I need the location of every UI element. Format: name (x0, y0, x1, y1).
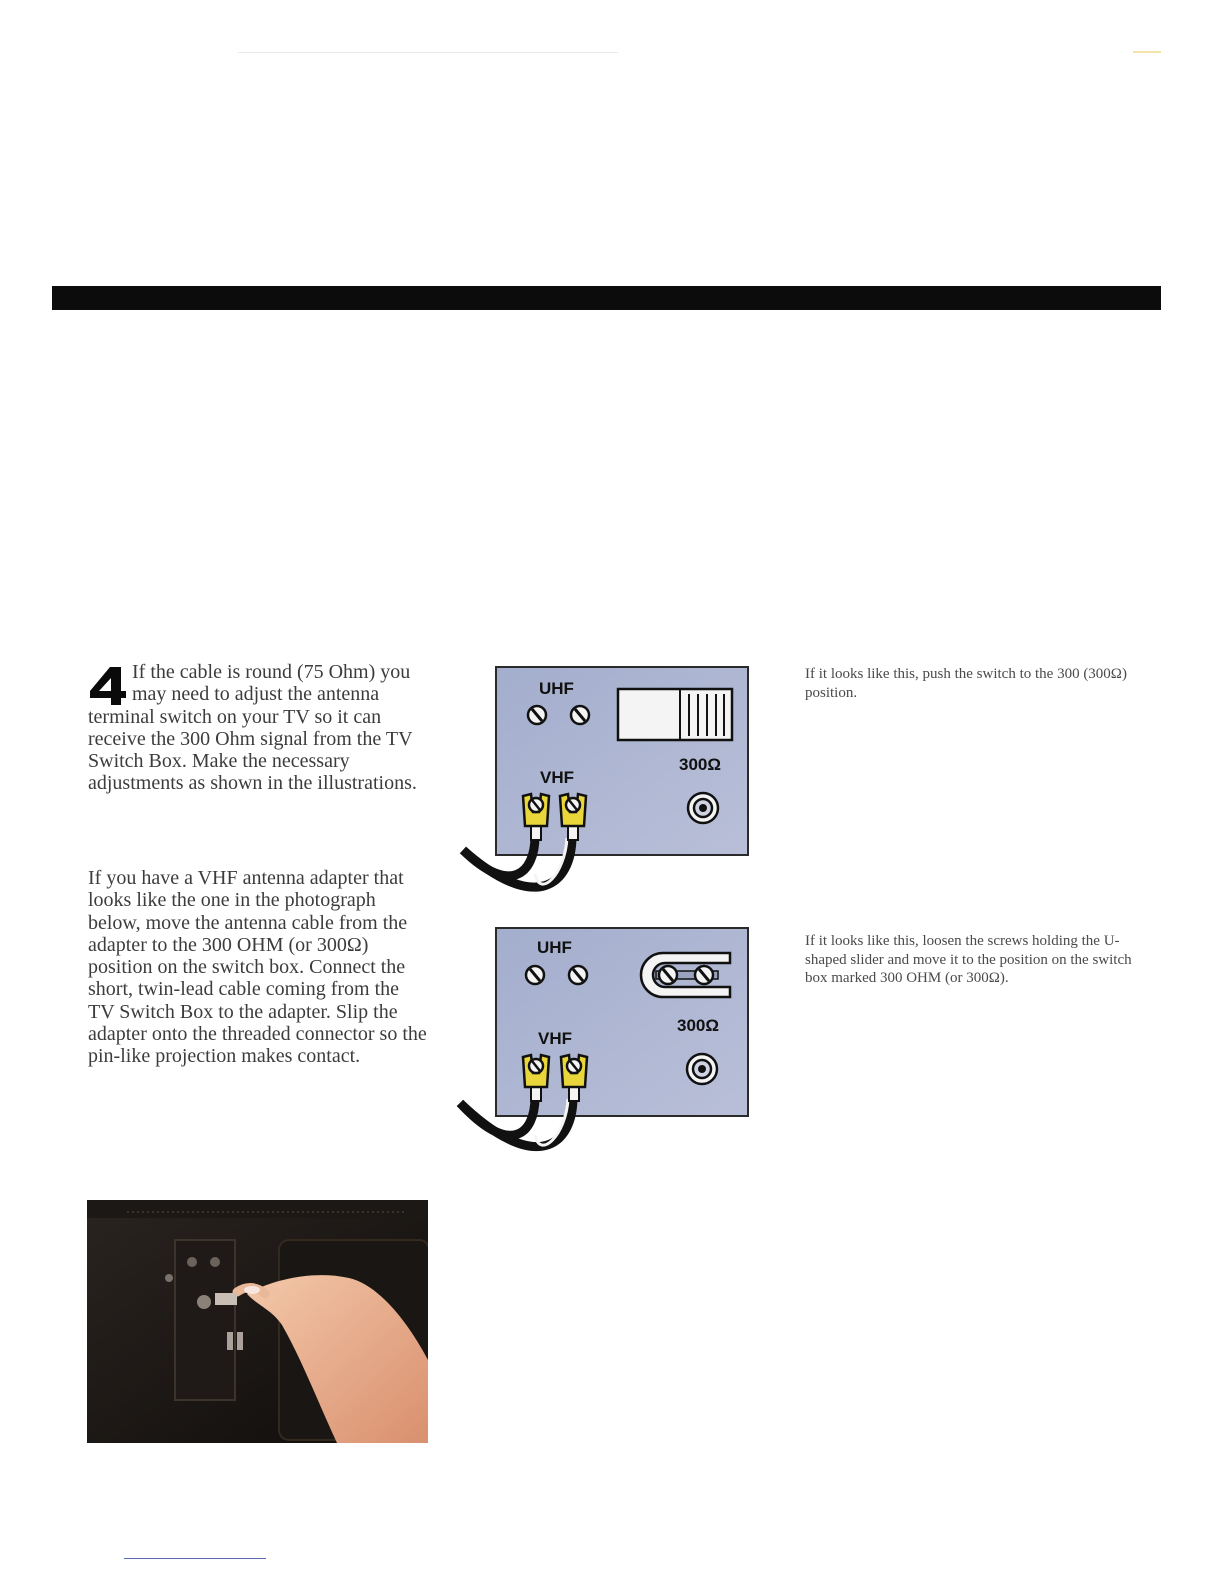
top-accent-mark (1133, 51, 1161, 53)
illustration-1-caption: If it looks like this, push the switch to the 300 (300Ω) position. (805, 666, 1127, 701)
vhf-label: VHF (538, 1029, 572, 1048)
step-4-text: If the cable is round (75 Ohm) you may need to adjust the antenna terminal switch on your TV so it can receive the 300 Ohm signal from the TV Switch Box. Make the necessary adjustments as shown in the illustrations. (88, 661, 417, 795)
uhf-screw-icon (571, 706, 589, 724)
ohm-label: 300Ω (677, 1016, 719, 1035)
switch-panel-illustration-1 (455, 664, 755, 919)
step-4-paragraph-1 (88, 661, 428, 795)
uhf-label: UHF (539, 679, 574, 698)
vhf-label: VHF (540, 768, 574, 787)
uhf-screw-icon (528, 706, 546, 724)
bottom-rule (124, 1558, 266, 1559)
step-number-4 (88, 665, 126, 705)
header-bar (52, 286, 1161, 310)
switch-panel-illustration-2 (455, 925, 755, 1180)
ohm-label: 300Ω (679, 755, 721, 774)
illustration-2-caption: If it looks like this, loosen the screws holding the U-shaped slider and move it to the position on the switch box marked 300 OHM (or 300Ω). (805, 933, 1132, 986)
top-rule (238, 52, 618, 53)
uhf-screw-icon (569, 966, 587, 984)
step-4-paragraph-2: If you have a VHF antenna adapter that looks like the one in the photograph below, move the antenna cable from the adapter to the 300 OHM (or 300Ω) position on the switch box. Connect the short, twin-lead cable coming from the TV Switch Box to the adapter. Slip the adapter onto the threaded connector so the pin-like projection makes contact. (88, 867, 427, 1068)
coax-jack-icon (688, 793, 718, 823)
tv-adapter-photo (87, 1200, 428, 1443)
slide-switch-icon (618, 689, 732, 740)
coax-jack-icon (687, 1054, 717, 1084)
uhf-label: UHF (537, 938, 572, 957)
uhf-screw-icon (526, 966, 544, 984)
